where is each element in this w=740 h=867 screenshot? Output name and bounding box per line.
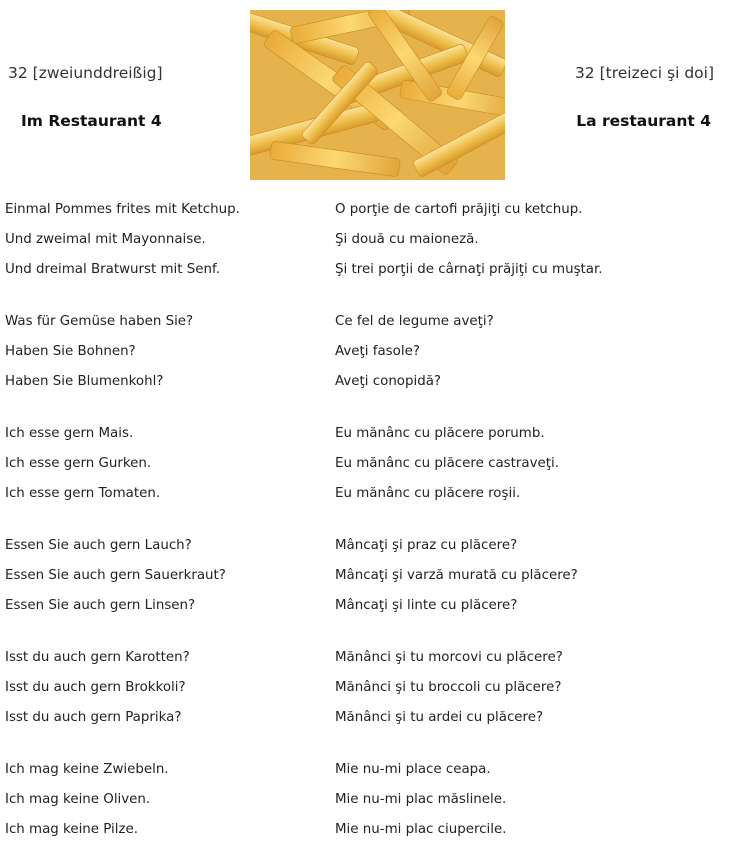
french-fries-photo <box>250 10 505 180</box>
phrase-group <box>0 643 740 733</box>
phrase-row <box>0 367 740 397</box>
romanian-phrase: Mâncaţi şi linte cu plăcere? <box>335 598 518 613</box>
german-phrase: Isst du auch gern Brokkoli? <box>5 680 186 695</box>
german-phrase: Ich mag keine Oliven. <box>5 792 151 807</box>
german-phrase: Essen Sie auch gern Sauerkraut? <box>5 568 226 583</box>
romanian-phrase: Mănânci şi tu ardei cu plăcere? <box>335 710 544 725</box>
romanian-phrase: Ce fel de legume aveţi? <box>335 314 494 329</box>
phrase-row <box>0 703 740 733</box>
phrase-group <box>0 195 740 285</box>
phrase-group <box>0 531 740 621</box>
romanian-phrase: Eu mănânc cu plăcere roşii. <box>335 486 521 501</box>
phrase-row <box>0 673 740 703</box>
romanian-phrase: Aveţi conopidă? <box>335 374 442 389</box>
german-phrase: Haben Sie Blumenkohl? <box>5 374 164 389</box>
german-phrase: Ich esse gern Mais. <box>5 426 134 441</box>
german-phrase: Ich esse gern Tomaten. <box>5 486 161 501</box>
phrase-row <box>0 449 740 479</box>
romanian-phrase: Mie nu-mi place ceapa. <box>335 762 491 777</box>
phrase-group <box>0 755 740 845</box>
german-phrase: Essen Sie auch gern Linsen? <box>5 598 196 613</box>
phrase-row <box>0 643 740 673</box>
romanian-phrase: Mănânci şi tu morcovi cu plăcere? <box>335 650 563 665</box>
german-phrase: Ich mag keine Pilze. <box>5 822 139 837</box>
romanian-phrase: Mie nu-mi plac ciupercile. <box>335 822 507 837</box>
german-phrase: Isst du auch gern Karotten? <box>5 650 190 665</box>
german-phrase: Und dreimal Bratwurst mit Senf. <box>5 262 221 277</box>
phrase-row <box>0 561 740 591</box>
romanian-phrase: Aveţi fasole? <box>335 344 420 359</box>
phrase-row <box>0 225 740 255</box>
romanian-phrase: Şi trei porţii de cârnaţi prăjiţi cu muştar. <box>335 262 603 277</box>
romanian-phrase: Şi două cu maioneză. <box>335 232 479 247</box>
german-phrase: Einmal Pommes frites mit Ketchup. <box>5 202 240 217</box>
phrase-row <box>0 755 740 785</box>
phrase-row <box>0 419 740 449</box>
german-phrase: Ich esse gern Gurken. <box>5 456 152 471</box>
german-phrase: Was für Gemüse haben Sie? <box>5 314 194 329</box>
phrase-list <box>0 195 740 867</box>
lesson-number-romanian: 32 [treizeci şi doi] <box>574 64 714 82</box>
german-phrase: Ich mag keine Zwiebeln. <box>5 762 169 777</box>
phrase-row <box>0 531 740 561</box>
german-phrase: Isst du auch gern Paprika? <box>5 710 182 725</box>
phrase-row <box>0 591 740 621</box>
romanian-phrase: Mănânci şi tu broccoli cu plăcere? <box>335 680 562 695</box>
phrase-row <box>0 785 740 815</box>
lesson-number-german: 32 [zweiunddreißig] <box>8 64 163 82</box>
phrase-row <box>0 255 740 285</box>
romanian-phrase: Mâncaţi şi varză murată cu plăcere? <box>335 568 578 583</box>
phrase-row <box>0 307 740 337</box>
romanian-phrase: O porţie de cartofi prăjiţi cu ketchup. <box>335 202 583 217</box>
romanian-phrase: Eu mănânc cu plăcere porumb. <box>335 426 545 441</box>
lesson-title-german: Im Restaurant 4 <box>21 112 162 130</box>
phrase-group <box>0 307 740 397</box>
romanian-phrase: Mie nu-mi plac măslinele. <box>335 792 507 807</box>
phrase-group <box>0 419 740 509</box>
romanian-phrase: Eu mănânc cu plăcere castraveţi. <box>335 456 559 471</box>
lesson-title-romanian: La restaurant 4 <box>576 112 711 130</box>
romanian-phrase: Mâncaţi şi praz cu plăcere? <box>335 538 518 553</box>
german-phrase: Haben Sie Bohnen? <box>5 344 136 359</box>
german-phrase: Essen Sie auch gern Lauch? <box>5 538 192 553</box>
phrase-row <box>0 195 740 225</box>
phrase-row <box>0 337 740 367</box>
phrase-row <box>0 479 740 509</box>
german-phrase: Und zweimal mit Mayonnaise. <box>5 232 206 247</box>
